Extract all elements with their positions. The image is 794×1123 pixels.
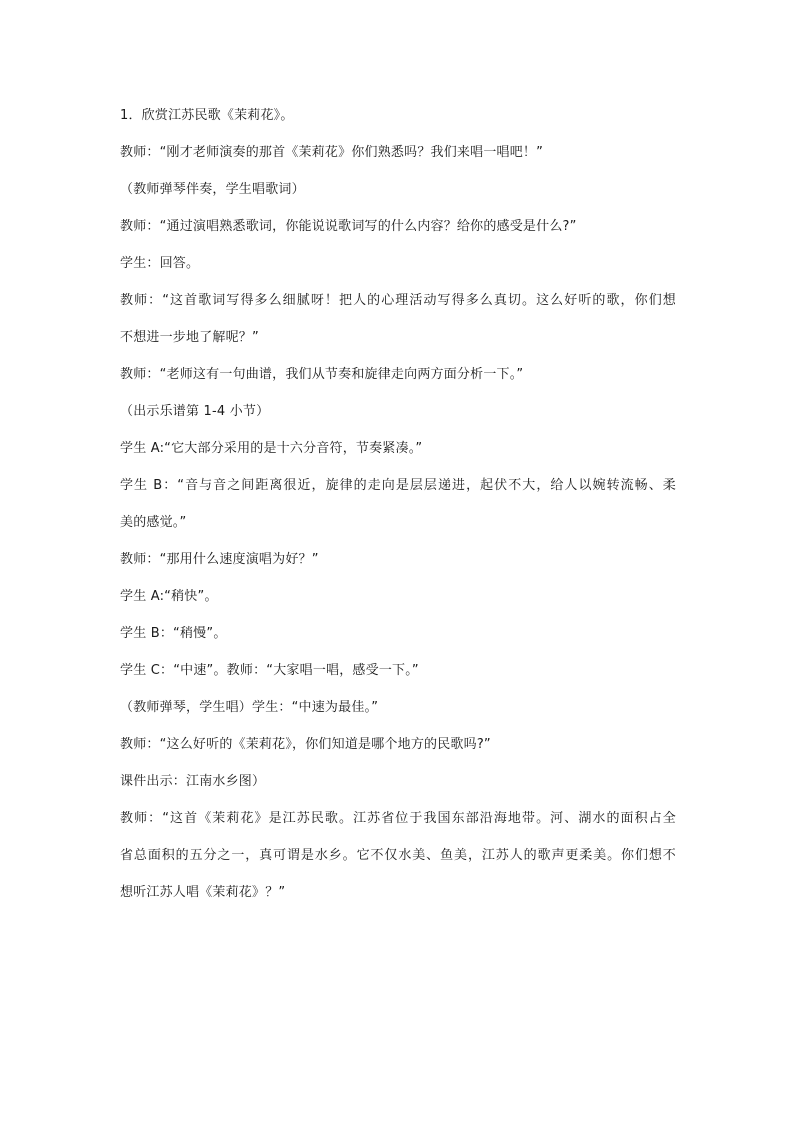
text-line: 想听江苏人唱《茉莉花》？” xyxy=(120,885,286,900)
text-line: 学生 B：“稍慢”。 xyxy=(120,626,227,641)
text-line: 1．欣赏江苏民歌《茉莉花》。 xyxy=(120,108,294,123)
text-line: 美的感觉。” xyxy=(120,515,187,530)
paragraph xyxy=(120,626,676,642)
paragraph xyxy=(120,589,676,605)
paragraph xyxy=(120,108,676,124)
paragraph xyxy=(120,478,676,531)
text-line: 教师：“这么好听的《茉莉花》，你们知道是哪个地方的民歌吗?” xyxy=(120,737,491,752)
paragraph xyxy=(120,811,676,901)
paragraph xyxy=(120,774,676,790)
paragraph xyxy=(120,404,676,420)
text-line: 学生 A:“稍快”。 xyxy=(120,589,218,604)
text-line: 教师：“老师这有一句曲谱，我们从节奏和旋律走向两方面分析一下。” xyxy=(120,367,524,382)
text-line: （出示乐谱第 1-4 小节） xyxy=(120,404,270,419)
text-line: 学生：回答。 xyxy=(120,256,200,271)
paragraph xyxy=(120,256,676,272)
paragraph xyxy=(120,219,676,235)
text-line: 不想进一步地了解呢？” xyxy=(120,330,259,345)
text-line: 教师：“刚才老师演奏的那首《茉莉花》你们熟悉吗？我们来唱一唱吧！” xyxy=(120,145,544,160)
paragraph xyxy=(120,145,676,161)
paragraph xyxy=(120,441,676,457)
paragraph xyxy=(120,663,676,679)
text-line: 教师：“这首歌词写得多么细腻呀！把人的心理活动写得多么真切。这么好听的歌，你们想 xyxy=(120,293,676,308)
text-line: 学生 B：“音与音之间距离很近，旋律的走向是层层递进，起伏不大，给人以婉转流畅、柔 xyxy=(120,478,676,493)
text-line: 学生 A:“它大部分采用的是十六分音符，节奏紧凑。” xyxy=(120,441,423,456)
paragraph xyxy=(120,293,676,346)
paragraph xyxy=(120,552,676,568)
text-line: （教师弹琴伴奏，学生唱歌词） xyxy=(120,182,305,197)
text-line: 省总面积的五分之一，真可谓是水乡。它不仅水美、鱼美，江苏人的歌声更柔美。你们想不 xyxy=(120,848,676,863)
paragraph xyxy=(120,367,676,383)
text-line: 教师：“通过演唱熟悉歌词，你能说说歌词写的什么内容？给你的感受是什么?” xyxy=(120,219,577,234)
text-line: 课件出示：江南水乡图） xyxy=(120,774,266,789)
text-line: 教师：“那用什么速度演唱为好？” xyxy=(120,552,319,567)
paragraph xyxy=(120,737,676,753)
paragraph xyxy=(120,182,676,198)
text-line: 教师：“这首《茉莉花》是江苏民歌。江苏省位于我国东部沿海地带。河、湖水的面积占全 xyxy=(120,811,676,826)
text-line: （教师弹琴，学生唱）学生：“中速为最佳。” xyxy=(120,700,379,715)
paragraph xyxy=(120,700,676,716)
document-body xyxy=(120,108,676,922)
text-line: 学生 C：“中速”。教师：“大家唱一唱，感受一下。” xyxy=(120,663,419,678)
